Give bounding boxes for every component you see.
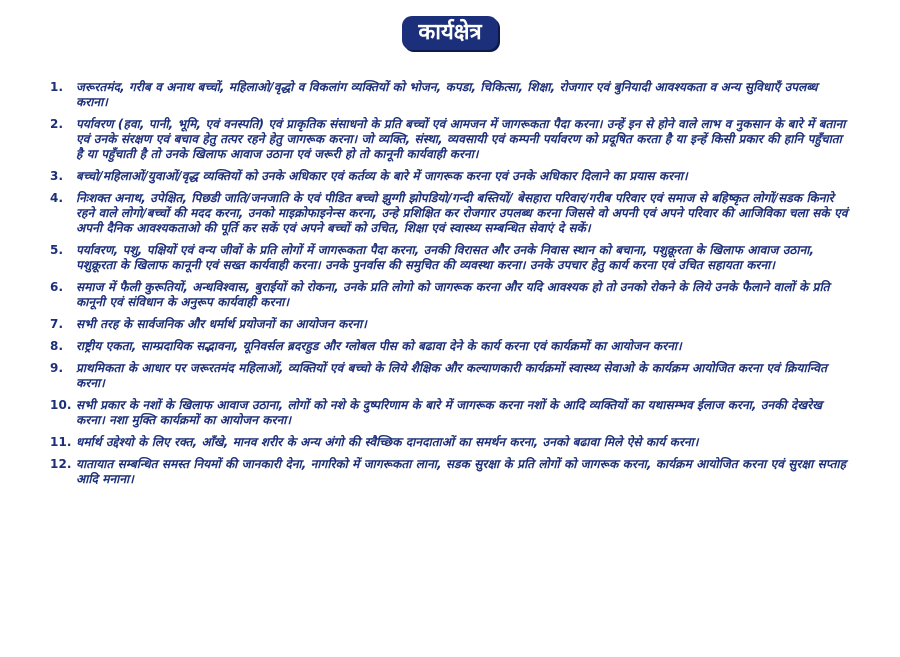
list-item-text: राष्ट्रीय एकता, साम्प्रदायिक सद्भावना, यूनिवर्सल ब्रदरहुड और ग्लोबल पीस को बढावा देने के कार्य करना एवं कार्यक्रमों का आयोजन करना। (76, 339, 682, 353)
list-item (50, 317, 850, 332)
list-item-text: प्राथमिकता के आधार पर जरूरतमंद महिलाओं, व्यक्तियों एवं बच्चो के लिये शैक्षिक और कल्याणकारी कार्यक्रमों स्वास्थ्य सेवाओ के कार्यक्रम आयोजित करना एवं क्रियान्वित करना। (76, 361, 828, 390)
list-item-text: बच्चो/महिलाओं/युवाओं/वृद्ध व्यक्तियों को उनके अधिकार एवं कर्तव्य के बारे में जागरूक करना एवं उनके अधिकार दिलाने का प्रयास करना। (76, 169, 688, 183)
list-item-text: यातायात सम्बन्धित समस्त नियमों की जानकारी देना, नागरिको में जागरूकता लाना, सडक सुरक्षा के प्रति लोगों को जागरूक करना, कार्यक्रम आयोजित करना एवं सुरक्षा सप्ताह आदि मनाना। (76, 457, 847, 486)
list-item (50, 117, 850, 162)
list-item (50, 280, 850, 310)
list-item (50, 398, 850, 428)
list-item-number: 11. (50, 435, 72, 449)
list-item-number: 10. (50, 398, 72, 412)
list-item-number: 8. (50, 339, 64, 353)
list-item-number: 1. (50, 80, 64, 94)
list-item-text: पर्यावरण (हवा, पानी, भूमि, एवं वनस्पति) एवं प्राकृतिक संसाधनो के प्रति बच्चों एवं आमजन में जागरूकता पैदा करना। उन्हें इन से होने वाले लाभ व नुकसान के बारे में बताना एवं उनके संरक्षण एवं बचाव हेतु तत्पर रहने हेतु जागरूक करना। जो व्यक्ति, संस्था, व्यवसायी एवं कम्पनी पर्यावरण को प्रदूषित करता है या इन्हें किसी प्रकार की हानि पहुँचाता है या पहुँचाती है तो उनके खिलाफ आवाज उठाना एवं जरूरी हो तो कानूनी कार्यवाही करना। (76, 117, 846, 161)
list-item-number: 5. (50, 243, 64, 257)
list-item (50, 361, 850, 391)
list-item-text: पर्यावरण, पशु, पक्षियों एवं वन्य जीवों के प्रति लोगों में जागरूकता पैदा करना, उनकी विरासत और उनके निवास स्थान को बचाना, पशुक्रूरता के खिलाफ आवाज उठाना, पशुक्रूरता के खिलाफ कानूनी एवं सख्त कार्यवाही करना। उनके पुनर्वास की समुचित की व्यवस्था करना। उनके उपचार हेतु कार्य करना एवं उचित सहायता करना। (76, 243, 815, 272)
list-item (50, 243, 850, 273)
list-item-text: सभी प्रकार के नशों के खिलाफ आवाज उठाना, लोगों को नशे के दुष्परिणाम के बारे में जागरूक करना नशों के आदि व्यक्तियों का यथासम्भव ईलाज करना, उनकी देखरेख करना। नशा मुक्ति कार्यक्रमों का आयोजन करना। (76, 398, 823, 427)
list-item (50, 435, 850, 450)
list-item-number: 7. (50, 317, 64, 331)
objectives-list (50, 80, 850, 494)
list-item-text: जरूरतमंद, गरीब व अनाथ बच्चों, महिलाओ/वृद्धो व विकलांग व्यक्तियों को भोजन, कपडा, चिकित्सा, शिक्षा, रोजगार एवं बुनियादी आवश्यकता व अन्य सुविधाएँ उपलब्ध कराना। (76, 80, 818, 109)
list-item (50, 191, 850, 236)
title-container (0, 16, 900, 50)
list-item-number: 2. (50, 117, 64, 131)
list-item (50, 80, 850, 110)
list-item-number: 4. (50, 191, 64, 205)
list-item-text: समाज में फैली कुरूतियों, अन्धविश्वास, बुराईयों को रोकना, उनके प्रति लोगो को जागरूक करना और यदि आवश्यक हो तो उनको रोकने के लिये उनके फैलाने वालों के प्रति कानूनी एवं संविधान के अनुरूप कार्यवाही करना। (76, 280, 830, 309)
list-item-number: 9. (50, 361, 64, 375)
list-item-text: सभी तरह के सार्वजनिक और धर्मार्थ प्रयोजनों का आयोजन करना। (76, 317, 367, 331)
list-item-number: 12. (50, 457, 72, 471)
page-title: कार्यक्षेत्र (402, 16, 497, 50)
list-item-text: निःशक्त अनाथ, उपेक्षित, पिछडी जाति/जनजाति के एवं पीडित बच्चो झुग्गी झोपडियो/गन्दी बस्तियों/ बेसहारा परिवार/गरीब परिवार एवं समाज से बहिष्कृत लोगों/सडक किनारे रहने वाले लोगो/बच्चों की मदद करना, उनको माइक्रोफाइनेन्स करना, उन्हे प्रशिक्षित कर रोजगार उपलब्ध करना जिससे वो अपनी एवं अपने परिवार की आजिविका चला सके एवं अपनी दैनिक आवश्यकताओ की पूर्ति कर सकें एवं अपने बच्चों को उचित, शिक्षा एवं स्वास्थ्य सम्बन्धित सेवाएं दे सकें। (76, 191, 848, 235)
list-item-text: धर्मार्थ उद्देश्यो के लिए रक्त, आँखे, मानव शरीर के अन्य अंगो की स्वैच्छिक दानदाताओं का समर्थन करना, उनको बढावा मिले ऐसे कार्य करना। (76, 435, 699, 449)
list-item-number: 6. (50, 280, 64, 294)
list-item (50, 169, 850, 184)
list-item-number: 3. (50, 169, 64, 183)
list-item (50, 339, 850, 354)
list-item (50, 457, 850, 487)
